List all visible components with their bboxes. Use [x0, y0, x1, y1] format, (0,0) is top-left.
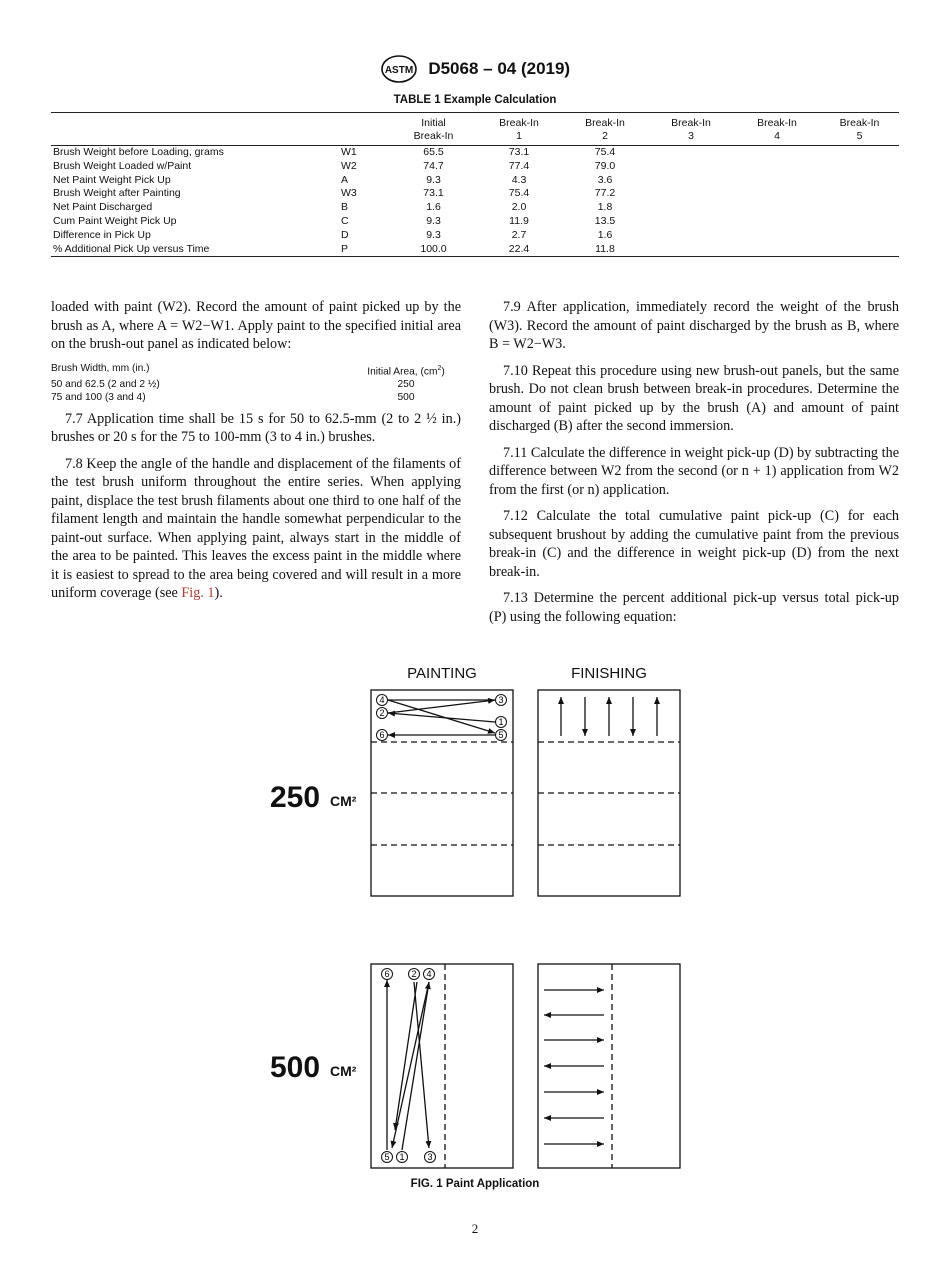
step-marker [382, 1152, 393, 1163]
table-caption: TABLE 1 Example Calculation [393, 94, 557, 106]
page-number: 2 [471, 1221, 479, 1236]
step-marker [425, 1152, 436, 1163]
stroke-arrow [388, 700, 495, 713]
step-marker [409, 969, 420, 980]
area-250-number: 250 [270, 781, 321, 814]
initial-area-table [51, 362, 461, 404]
svg-text:2: 2 [411, 969, 417, 980]
step-marker [397, 1152, 408, 1163]
table-row: Net Paint Discharged B 1.6 2.0 1.8 [53, 201, 613, 214]
area-500-number: 500 [270, 1051, 321, 1084]
table-row: Brush Weight after Painting W3 73.1 75.4 77.2 [53, 187, 616, 200]
svg-text:1: 1 [399, 1152, 405, 1163]
stroke-arrow [388, 700, 495, 733]
svg-text:5: 5 [498, 730, 504, 741]
area-table-row: 75 and 100 (3 and 4) 500 [51, 391, 415, 403]
svg-text:3: 3 [498, 695, 504, 706]
table-row: Difference in Pick Up D 9.3 2.7 1.6 [53, 228, 613, 241]
area-250-unit: CM² [330, 793, 357, 809]
page-header [0, 54, 950, 84]
astm-logo-icon [380, 54, 418, 84]
area-500-unit: CM² [330, 1063, 357, 1079]
paragraph-7-11: 7.11 Calculate the difference in weight pick-up (D) by subtracting the difference between W2 from the second (or n + 1) application from W2 from the first (or n) application. [489, 444, 899, 498]
svg-text:4: 4 [426, 969, 432, 980]
paragraph-7-9: 7.9 After application, immediately record the weight of the brush (W3). Record the amount of paint discharged by the brush as B, where B = W2−W3. [489, 299, 899, 352]
column-header: Break-In 2 [585, 117, 625, 142]
svg-text:6: 6 [379, 730, 385, 741]
area-table-header: Brush Width, mm (in.) Initial Area, $(cm^2)$ [51, 362, 445, 377]
area-table-row: 50 and 62.5 (2 and 2 ½) 250 [51, 378, 415, 390]
step-marker [377, 708, 388, 719]
designation-title: D5068 – 04 (2019) [428, 59, 571, 78]
step-marker [496, 730, 507, 741]
table-row: Brush Weight Loaded w/Paint W2 74.7 77.4 79.0 [53, 159, 616, 172]
painting-label: PAINTING [407, 665, 477, 682]
paragraph-7-13: 7.13 Determine the percent additional pick-up versus total pick-up (P) using the following equation: [489, 590, 899, 625]
paragraph-7-7: 7.7 Application time shall be 15 s for 50 to 62.5-mm (2 to 2 ½ in.) brushes or 20 s for the 75 to 100-mm (3 to 4 in.) brushes. [51, 410, 461, 446]
paragraph-7-12: 7.12 Calculate the total cumulative paint pick-up (C) for each subsequent brushout by adding the cumulative paint from the previous break-in (C) and the difference in weight pick-up (D) from the next break-in. [489, 508, 899, 580]
example-calculation-table [51, 112, 899, 257]
column-header: Break-In 1 [499, 117, 539, 142]
svg-text:3: 3 [427, 1152, 433, 1163]
paint-application-figure [262, 660, 692, 1180]
column-header: Break-In 3 [671, 117, 711, 142]
step-marker [382, 969, 393, 980]
column-header: Initial Break-In [413, 117, 454, 142]
paragraph-7-6-continued: loaded with paint (W2). Record the amount of paint picked up by the brush as A, where A = W2−W1. Apply paint to the specified initial area on the brush-out panel as indicated below: [51, 299, 461, 352]
fig-1-link[interactable]: Fig. 1 [181, 585, 215, 602]
finishing-label: FINISHING [571, 665, 647, 682]
column-header: Break-In 5 [839, 117, 880, 142]
table-row: Cum Paint Weight Pick Up C 9.3 11.9 13.5 [53, 214, 616, 227]
left-column [51, 298, 461, 611]
paragraph-7-10: 7.10 Repeat this procedure using new brush-out panels, but the same brush. Do not clean brush between break-in procedures. Determine the amount of paint picked up by the brush (A) and amount of paint discharged (B) after the second immersion. [489, 362, 899, 434]
svg-text:ASTM: ASTM [384, 65, 414, 76]
stroke-arrow [395, 982, 417, 1130]
paragraph-7-8: 7.8 Keep the angle of the handle and displacement of the filaments of the test brush uniform throughout the entire series. When applying paint, displace the test brush filaments about one third to one half of the filament length and maintain the handle somewhat perpendicular to the paint-out surface. When applying paint, always start in the middle of the area to be painted. This leaves the excess paint in the middle where it is easiest to spread to the area being covered and will result in a more uniform coverage (see Fig. 1). [51, 455, 461, 602]
table-row: Brush Weight before Loading, grams W1 65.5 73.1 75.4 [53, 146, 616, 158]
svg-text:1: 1 [498, 717, 504, 728]
table-row: % Additional Pick Up versus Time P 100.0 22.4 11.8 [51, 243, 899, 257]
svg-text:5: 5 [384, 1152, 390, 1163]
step-marker [377, 695, 388, 706]
table-row: Net Paint Weight Pick Up A 9.3 4.3 3.6 [53, 173, 613, 186]
stroke-arrow [402, 982, 429, 1150]
column-header: Break-In 4 [757, 117, 797, 142]
step-marker [496, 695, 507, 706]
svg-text:2: 2 [379, 708, 385, 719]
svg-text:4: 4 [379, 695, 385, 706]
table-header-row [51, 113, 899, 146]
stroke-arrow [388, 713, 495, 722]
right-column [489, 298, 899, 634]
panel-500-painting [371, 964, 513, 1168]
stroke-arrow [392, 982, 429, 1148]
figure-caption: FIG. 1 Paint Application [410, 1178, 540, 1190]
step-marker [377, 730, 388, 741]
step-marker [496, 717, 507, 728]
step-marker [424, 969, 435, 980]
svg-text:6: 6 [384, 969, 390, 980]
